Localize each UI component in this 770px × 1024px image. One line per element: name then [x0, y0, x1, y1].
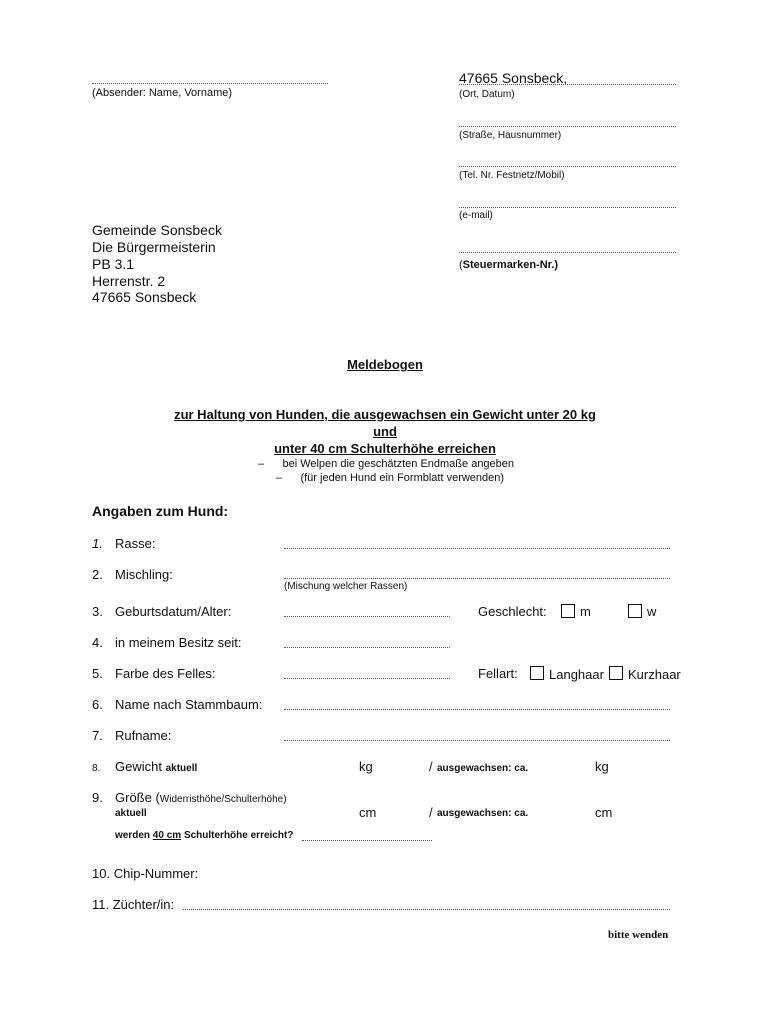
recipient-line-2: Die Bürgermeisterin: [92, 239, 216, 255]
langhaar-checkbox[interactable]: [530, 666, 544, 680]
email-label: (e-mail): [459, 210, 493, 221]
item-gewicht-num: 8.: [92, 763, 101, 774]
item-chip-label: 10. Chip-Nummer:: [92, 866, 199, 881]
recipient-line-3: PB 3.1: [92, 256, 135, 272]
recipient-line-5: 47665 Sonsbeck: [92, 289, 197, 305]
stammbaum-field[interactable]: [284, 709, 670, 710]
gewicht-unit-current: kg: [359, 759, 373, 774]
gender-label: Geschlecht:: [478, 604, 547, 619]
item-gewicht-label: Gewicht aktuell: [115, 759, 198, 774]
zuechter-field[interactable]: [183, 909, 670, 910]
tel-label: (Tel. Nr. Festnetz/Mobil): [459, 170, 565, 181]
groesse-slash: /: [429, 805, 433, 820]
mischling-sub-label: (Mischung welcher Rassen): [284, 581, 408, 592]
street-label: (Straße, Hausnummer): [459, 130, 562, 141]
street-line[interactable]: [459, 126, 676, 127]
recipient-line-4: Herrenstr. 2: [92, 273, 166, 289]
tax-line[interactable]: [459, 252, 676, 253]
item-rufname-num: 7.: [92, 728, 103, 743]
item-besitz-num: 4.: [92, 635, 103, 650]
mischling-field[interactable]: [284, 578, 670, 579]
langhaar-label: Langhaar: [549, 667, 604, 682]
subtitle-line-3: unter 40 cm Schulterhöhe erreichen: [274, 441, 496, 456]
email-line[interactable]: [459, 207, 676, 208]
tax-label: (Steuermarken-Nr.): [459, 259, 559, 271]
item-rufname-label: Rufname:: [115, 728, 172, 743]
gender-w-checkbox[interactable]: [628, 604, 642, 618]
besitz-field[interactable]: [284, 647, 450, 648]
item-farbe-num: 5.: [92, 666, 103, 681]
note-puppies: – bei Welpen die geschätzten Endmaße angeben: [258, 458, 515, 470]
recipient-line-1: Gemeinde Sonsbeck: [92, 222, 222, 238]
sender-label: (Absender: Name, Vorname): [92, 87, 233, 99]
groesse-grown-label: ausgewachsen: ca.: [437, 808, 529, 819]
place-date-line[interactable]: [459, 84, 676, 85]
gender-m-label: m: [580, 604, 591, 619]
tel-line[interactable]: [459, 166, 676, 167]
sender-line[interactable]: [92, 83, 328, 84]
item-stammbaum-label: Name nach Stammbaum:: [115, 697, 263, 712]
item-besitz-label: in meinem Besitz seit:: [115, 635, 242, 650]
kurzhaar-label: Kurzhaar: [628, 667, 681, 682]
item-mischling-label: Mischling:: [115, 567, 173, 582]
item-zuechter-label: 11. Züchter/in:: [92, 897, 175, 912]
item-rasse-num: 1.: [92, 536, 103, 551]
item-stammbaum-num: 6.: [92, 697, 103, 712]
item-geburt-label: Geburtsdatum/Alter:: [115, 604, 232, 619]
geburt-field[interactable]: [284, 616, 450, 617]
form-title: Meldebogen: [347, 357, 423, 372]
height-question-field[interactable]: [302, 840, 432, 841]
item-groesse-label: Größe (Widerristhöhe/Schulterhöhe): [115, 790, 287, 805]
item-geburt-num: 3.: [92, 604, 103, 619]
groesse-unit-current: cm: [359, 805, 377, 820]
height-question: werden 40 cm Schulterhöhe erreicht?: [115, 830, 294, 841]
groesse-unit-grown: cm: [595, 805, 613, 820]
footer-turn-page: bitte wenden: [608, 929, 669, 941]
groesse-current-label: aktuell: [115, 808, 147, 819]
fellart-label: Fellart:: [478, 666, 518, 681]
gender-w-label: w: [647, 604, 657, 619]
section-heading: Angaben zum Hund:: [92, 503, 229, 519]
gewicht-slash: /: [429, 759, 433, 774]
gewicht-unit-grown: kg: [595, 759, 609, 774]
note-one-form: – (für jeden Hund ein Formblatt verwenden): [276, 472, 505, 484]
gender-m-checkbox[interactable]: [561, 604, 575, 618]
rasse-field[interactable]: [284, 548, 670, 549]
place-value: 47665 Sonsbeck,: [459, 70, 568, 86]
item-mischling-num: 2.: [92, 567, 103, 582]
rufname-field[interactable]: [284, 740, 670, 741]
gewicht-grown-label: ausgewachsen: ca.: [437, 763, 529, 774]
farbe-field[interactable]: [284, 678, 450, 679]
item-groesse-num: 9.: [92, 790, 103, 805]
item-rasse-label: Rasse:: [115, 536, 156, 551]
item-farbe-label: Farbe des Felles:: [115, 666, 216, 681]
kurzhaar-checkbox[interactable]: [609, 666, 623, 680]
place-date-label: (Ort, Datum): [459, 89, 515, 100]
subtitle-line-1: zur Haltung von Hunden, die ausgewachsen ein Gewicht unter 20 kg: [174, 407, 596, 422]
subtitle-line-2: und: [373, 424, 397, 439]
